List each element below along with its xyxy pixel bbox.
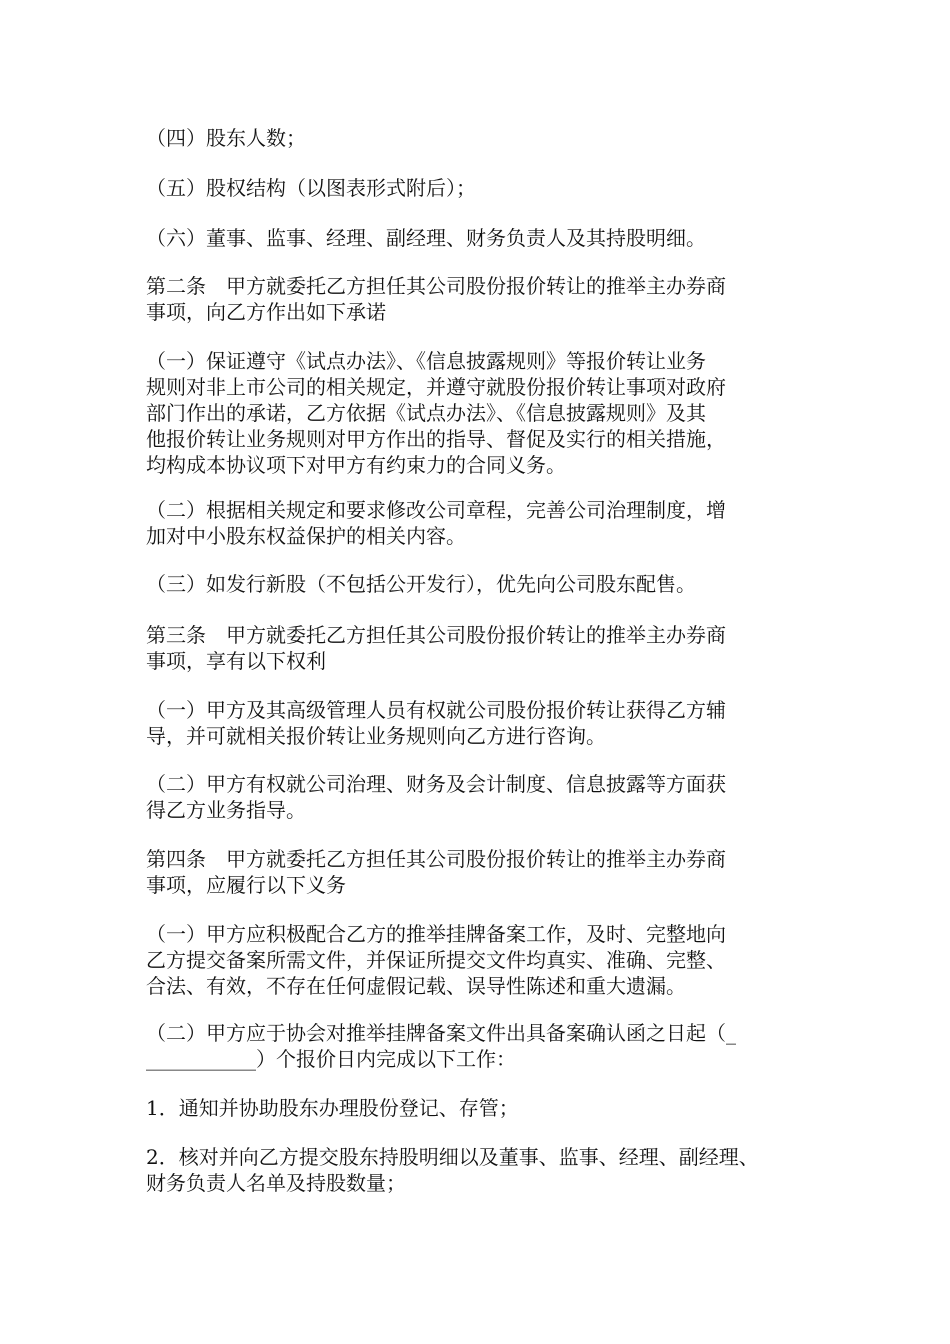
sub-item-1 — [146, 1095, 816, 1121]
text-line: 均构成本协议项下对甲方有约束力的合同义务。 — [146, 453, 566, 477]
text-line: （二）甲方应于协会对推举挂牌备案文件出具备案确认函之日起（_ — [146, 1021, 736, 1045]
text-line: （四）股东人数； — [146, 126, 306, 150]
text-line: 第三条 甲方就委托乙方担任其公司股份报价转让的推举主办券商 — [146, 623, 726, 647]
article-3-item-1 — [146, 697, 816, 749]
text-line: 1．通知并协助股东办理股份登记、存管； — [146, 1096, 519, 1120]
text-line: 第四条 甲方就委托乙方担任其公司股份报价转让的推举主办券商 — [146, 847, 726, 871]
text-line: 2．核对并向乙方提交股东持股明细以及董事、监事、经理、副经理、 — [146, 1145, 759, 1169]
article-2-item-1 — [146, 348, 816, 478]
text-line: 乙方提交备案所需文件，并保证所提交文件均真实、准确、完整、 — [146, 948, 726, 972]
text-line: 事项，应履行以下义务 — [146, 873, 346, 897]
text-line: 规则对非上市公司的相关规定，并遵守就股份报价转让事项对政府 — [146, 375, 726, 399]
text-line: （六）董事、监事、经理、副经理、财务负责人及其持股明细。 — [146, 226, 706, 250]
article-3-heading — [146, 622, 816, 674]
text-line: （五）股权结构（以图表形式附后）； — [146, 176, 476, 200]
text-line: （二）根据相关规定和要求修改公司章程，完善公司治理制度，增 — [146, 498, 726, 522]
text-line: （二）甲方有权就公司治理、财务及会计制度、信息披露等方面获 — [146, 772, 726, 796]
text-line: 部门作出的承诺，乙方依据《试点办法》、《信息披露规则》及其 — [146, 401, 706, 425]
article-2-item-2 — [146, 497, 816, 549]
article-4-heading — [146, 846, 816, 898]
text-line: ___________）个报价日内完成以下工作： — [146, 1047, 516, 1071]
clause-4-shareholder-count — [146, 125, 816, 151]
article-2-heading — [146, 273, 816, 325]
article-4-item-2 — [146, 1020, 816, 1072]
text-line: （一）保证遵守《试点办法》、《信息披露规则》等报价转让业务 — [146, 349, 706, 373]
text-line: （三）如发行新股（不包括公开发行），优先向公司股东配售。 — [146, 572, 696, 596]
text-line: 导，并可就相关报价转让业务规则向乙方进行咨询。 — [146, 724, 606, 748]
clause-6-management-holdings — [146, 225, 816, 251]
text-line: （一）甲方及其高级管理人员有权就公司股份报价转让获得乙方辅 — [146, 698, 726, 722]
text-line: 事项，向乙方作出如下承诺 — [146, 300, 386, 324]
clause-5-equity-structure — [146, 175, 816, 201]
text-line: 第二条 甲方就委托乙方担任其公司股份报价转让的推举主办券商 — [146, 274, 726, 298]
article-4-item-1 — [146, 921, 816, 999]
text-line: 加对中小股东权益保护的相关内容。 — [146, 524, 466, 548]
article-3-item-2 — [146, 771, 816, 823]
text-line: 他报价转让业务规则对甲方作出的指导、督促及实行的相关措施， — [146, 427, 726, 451]
text-line: 合法、有效，不存在任何虚假记载、误导性陈述和重大遗漏。 — [146, 974, 686, 998]
sub-item-2 — [146, 1144, 816, 1196]
text-line: 事项，享有以下权利 — [146, 649, 326, 673]
article-2-item-3 — [146, 571, 816, 597]
text-line: （一）甲方应积极配合乙方的推举挂牌备案工作，及时、完整地向 — [146, 922, 726, 946]
text-line: 财务负责人名单及持股数量； — [146, 1171, 406, 1195]
text-line: 得乙方业务指导。 — [146, 798, 306, 822]
